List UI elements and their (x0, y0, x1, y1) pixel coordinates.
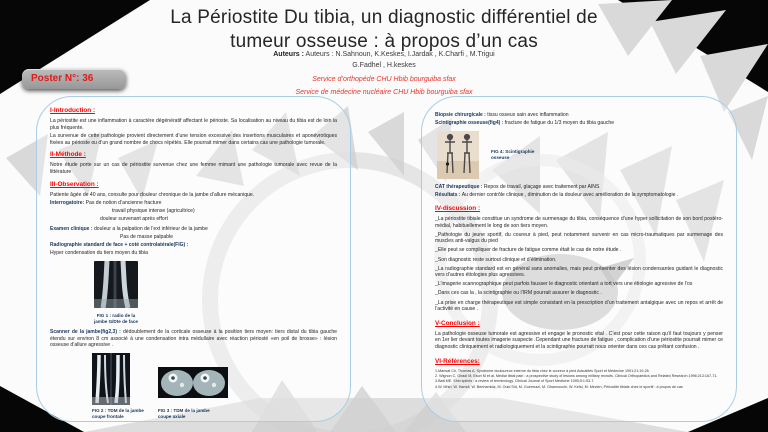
poster-title-line2: tumeur osseuse : à propos d’un cas (230, 31, 538, 53)
observation-paragraph: Patiente âgée de 40 ans, consulte pour douleur chronique de la jambe d’allure mécanique. (50, 191, 255, 198)
resultats-text: Au dernier contrôle clinique , diminution de la douleur avec amélioration de la symptomatologie . (461, 192, 679, 198)
discussion-list (435, 216, 723, 313)
scanner-label: Scanner de la jambe(fig2,3) : (50, 329, 121, 336)
section-introduction-heading: I-Introduction : (50, 107, 96, 114)
service-line1: Service d’orthopéde CHU Hbib bourguiba sfax (312, 76, 456, 83)
radiographie-label: Radiographie standard de face + coté controlatérale(FIG) : (50, 242, 189, 249)
fig4-caption-line1: FIG 4: Scintigraphie (491, 149, 535, 155)
fig1-xray-image (94, 261, 138, 308)
service-line2: Service de médecine nucléaire CHU Hbib bourguiba sfax (295, 88, 473, 96)
poster-number-badge: Poster N°: 36 (22, 69, 126, 89)
section-conclusion-heading: V-Conclusion : (435, 319, 480, 327)
conclusion-paragraph: La pathologie osseuse tumorale est agressive et engage le pronostic vital . C’est pour cette raison qu’il faut toujours y penser en 1er lier devant toutes imagerie suspecte .Cependant une fracture de fatigue , complication d’une périostite pourrait mimer ce diagnostic cliniquement et radiologiquement et la scintigraphie pourrait nous orienter dans ces cas prêtant confusion . (435, 330, 723, 351)
interrogatoire-label: Interrogatoire: (50, 200, 85, 207)
cat-text: Repos de travail, glaçage avec traitement par AINS (483, 184, 600, 190)
fig4-caption-line2: osseuse (491, 155, 510, 160)
fig1-caption-line2: jambe G/Dte de face (94, 319, 138, 325)
authors-line1 (0, 50, 768, 61)
biopsie-text: tissu osseux sain avec inflammation (487, 112, 569, 118)
methode-paragraph: Notre étude porte sur un cas de périostite survenue chez une femme mimant une pathologie tumorale avec revue de la littérature (50, 162, 337, 176)
section-methode-heading: II-Méthode : (50, 151, 86, 159)
examen-label: Examen clinique : (50, 226, 93, 233)
resultats-label: Résultats : (435, 192, 461, 198)
section-observation-heading: III-Observation : (50, 180, 99, 188)
fig3-caption (158, 408, 228, 420)
figure-4-block (437, 131, 723, 179)
interrogatoire-item-1: travail physique intense (agricultrice) (112, 208, 195, 215)
fig4-caption (491, 149, 534, 161)
discussion-item: _Son diagnostic reste surtout clinique et d’élimination. (435, 256, 557, 263)
intro-paragraph-2: La survenue de cette pathologie provient directement d’une tension excessive des insertions musculaires et aponévrotiques fixées au périoste ou d’un grand nombre de chocs répétés. Elle pourrait mimer dans certains cas une pathologie tumorale. (50, 133, 337, 146)
reference-item: 2. Wignon C, Giradi M, Esori M et al, Medial tibial pain : a prospective study of lesions among military recruits. Clinical Orthopaedics and Related Research 1996;213:167-71. (435, 374, 718, 378)
authors-label: Auteurs : (273, 51, 304, 58)
figures-2-3-row (92, 353, 337, 420)
cat-line (435, 184, 723, 190)
section-references-heading: VI-Références: (435, 357, 480, 365)
discussion-item: _La radiographie standard est en général sans anomalies, mais peut présenter des lésion condensantes guidant le diagnostic vers d’autres étiologies plus agressives. (435, 265, 723, 279)
interrogatoire-line1 (50, 200, 337, 206)
discussion-item: _Pathologie du jeune sportif, du coureur à pied, peut notamment survenir en cas micro-traumatiques par surmenage des muscles anti-valgus du pied (435, 231, 723, 245)
scanner-paragraph (50, 329, 337, 349)
fig2-ct-frontal-image (92, 353, 130, 405)
examen-line1 (50, 226, 337, 232)
reference-item: 1.Mansat Ch, Thomas A. Syndrome douloureux externe du tibia chez le coureur à pied Actualités Sport et Médecine 1991;21:19-26. (435, 368, 650, 373)
fig1-caption-line1: FIG 1 : radio de la (96, 313, 136, 319)
discussion-item: _Elle peut se compliquer de fracture de fatigue comme était le cas de notre étude . (435, 247, 622, 254)
scintigraphie-text: fracture de fatigue du 1/3 moyen du tibia gauche (504, 120, 615, 126)
fig2-caption-line2: coupe frontale (92, 414, 124, 419)
scanner-text: dédoublement de la corticale osseuse à la position tiers moyen: tiers distal du tibia gauche étendu sur environ 8 cm associé à une condensation intra médullaire avec réaction périosté «en poil de brosse» : lésion osseuse d’allure agressive . (50, 329, 337, 349)
radio-finding: Hyper condensation du tiers moyen du tibia (50, 250, 148, 257)
discussion-item: _La périostite tibiale constitue un syndrome de surmenage du tibia, conséquence d’une hyper sollicitation de son bord postéro-médial, habituellement le long de son tiers moyen. (435, 216, 723, 229)
fig3-ct-axial-image (158, 367, 228, 398)
examen-item-1: Pas de masse palpable (120, 234, 173, 241)
examen-item-0: douleur a la palpation de l’ext inférieur de la jambe (93, 226, 208, 233)
authors-line2: G.Fadhel , H.keskes (352, 61, 416, 69)
left-panel (36, 96, 351, 422)
authors-names: Auteurs : N.Sahnoun, K.Keskes, I.Jardak , K.Charfi , M.Trigui (305, 51, 495, 58)
fig2-caption (92, 408, 144, 420)
authors-block (0, 50, 768, 71)
reference-item: 4.W. Mhiri, W. Hamdi, W. Benhamida, M. Ould Sid, M. Guermazi, M. Ghannouchi, W. Kefsi, M. Mezien, Périostite tibiale chez le sportif : à propos de cas (435, 384, 683, 389)
discussion-item: _L’imagerie scannographique peut parfois fausser le diagnostic orientant a tort vers une étiologie agressive de l’os (435, 281, 693, 288)
intro-paragraph-1: La périostite est une inflammation à caractère dégénératif affectant le périoste. Sa localisation au niveau du tibia est de loin la plus fréquente. (50, 118, 337, 131)
reference-item: 3.Batt ME. Shin splints : a review of terminology. Clinical Journal of Sport Medicine 1995;5:1:53-7. (435, 379, 595, 384)
discussion-item: _Dans ces cas la , la scintigraphie ou l’IRM pourrait assurer le diagnostic . (435, 290, 602, 297)
figure-2-block (92, 353, 144, 420)
discussion-item: _La prise en charge thérapeutique est simple consistant en la prescription d’un traitement antalgique avec un repos et arrêt de l’activité en cause . (435, 299, 723, 313)
scintigraphie-label: Scintigraphie osseuse(fig4) : (435, 120, 504, 126)
biopsie-label: Biopsie chirurgicale : (435, 112, 486, 118)
radio-line (50, 242, 337, 248)
figure-3-block (158, 367, 228, 420)
interrogatoire-item-2: douleur survenant après effort (100, 216, 168, 223)
resultats-line (435, 192, 723, 198)
fig4-scintigraphy-image (437, 131, 479, 179)
interrogatoire-item-0: Pas de notion d’ancienne fracture (85, 200, 162, 207)
poster-title (0, 6, 768, 55)
fig3-caption-line1: FIG 3 : TDM de la jambe (157, 408, 210, 414)
biopsie-line (435, 112, 723, 118)
section-discussion-heading: IV-discussion : (435, 205, 481, 212)
references-list (435, 369, 723, 390)
cat-label: CAT thérapeutique : (435, 184, 483, 190)
right-panel (421, 96, 737, 422)
scintigraphie-line (435, 120, 723, 126)
fig3-caption-line2: coupe axiale (157, 414, 186, 419)
poster-title-line1: La Périostite Du tibia, un diagnostic différentiel de (170, 7, 598, 28)
fig1-caption (88, 313, 144, 325)
fig2-caption-line1: FIG 2 : TDM de la jambe (92, 408, 144, 414)
figure-1-block (88, 261, 144, 325)
